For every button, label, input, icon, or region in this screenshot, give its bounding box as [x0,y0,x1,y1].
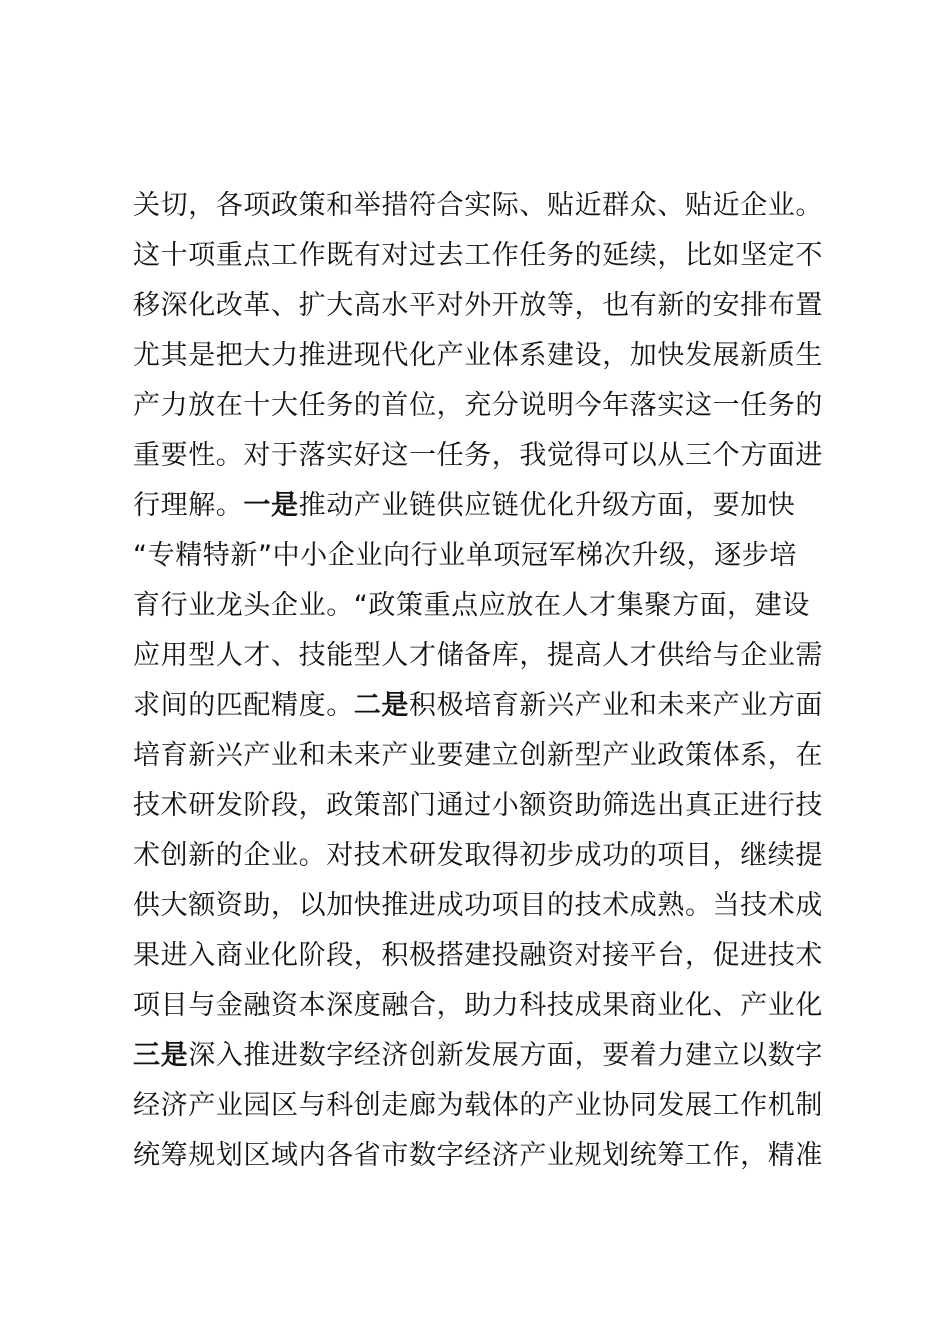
text-line-1: 关切，各项政策和举措符合实际、贴近群众、贴近企业。 [133,190,823,221]
text-line-5: 产力放在十大任务的首位，充分说明今年落实这一任务的 [133,390,823,421]
text-line-17: 项目与金融资本深度融合，助力科技成果商业化、产业化 [133,990,823,1021]
bold-marker-third: 三是 [133,1040,189,1071]
text-line-19: 经济产业园区与科创走廊为载体的产业协同发展工作机制 [133,1090,823,1121]
text-segment: 深入推进数字经济创新发展方面，要着力建立以数字 [188,1040,824,1071]
text-line-13: 技术研发阶段，政策部门通过小额资助筛选出真正进行技 [133,790,823,821]
text-line-18 [133,1031,833,1081]
text-line-9: 育行业龙头企业。“政策重点应放在人才集聚方面，建设 [133,590,810,621]
text-line-6: 重要性。对于落实好这一任务，我觉得可以从三个方面进 [133,440,823,471]
text-segment: 推动产业链供应链优化升级方面，要加快 [298,490,796,521]
text-line-3: 移深化改革、扩大高水平对外开放等，也有新的安排布置 [133,290,823,321]
text-line-15: 供大额资助，以加快推进成功项目的技术成熟。当技术成 [133,890,823,921]
text-line-10: 应用型人才、技能型人才储备库，提高人才供给与企业需 [133,640,823,671]
text-segment: 行理解。 [133,490,244,521]
text-line-4: 尤其是把大力推进现代化产业体系建设，加快发展新质生 [133,340,823,371]
text-line-8: “专精特新”中小企业向行业单项冠军梯次升级，逐步培 [133,540,797,571]
text-line-16: 果进入商业化阶段，积极搭建投融资对接平台，促进技术 [133,940,823,971]
text-line-20: 统筹规划区域内各省市数字经济产业规划统筹工作，精准 [133,1140,823,1171]
text-line-11 [133,681,833,731]
bold-marker-first: 一是 [243,490,299,521]
bold-marker-second: 二是 [353,690,410,721]
text-segment: 求间的匹配精度。 [133,690,354,721]
text-line-14: 术创新的企业。对技术研发取得初步成功的项目，继续提 [133,840,823,871]
text-line-2: 这十项重点工作既有对过去工作任务的延续，比如坚定不 [133,240,823,271]
text-line-12: 培育新兴产业和未来产业要建立创新型产业政策体系，在 [133,740,823,771]
text-line-7 [133,481,833,531]
text-segment: 积极培育新兴产业和未来产业方面 [409,690,824,721]
